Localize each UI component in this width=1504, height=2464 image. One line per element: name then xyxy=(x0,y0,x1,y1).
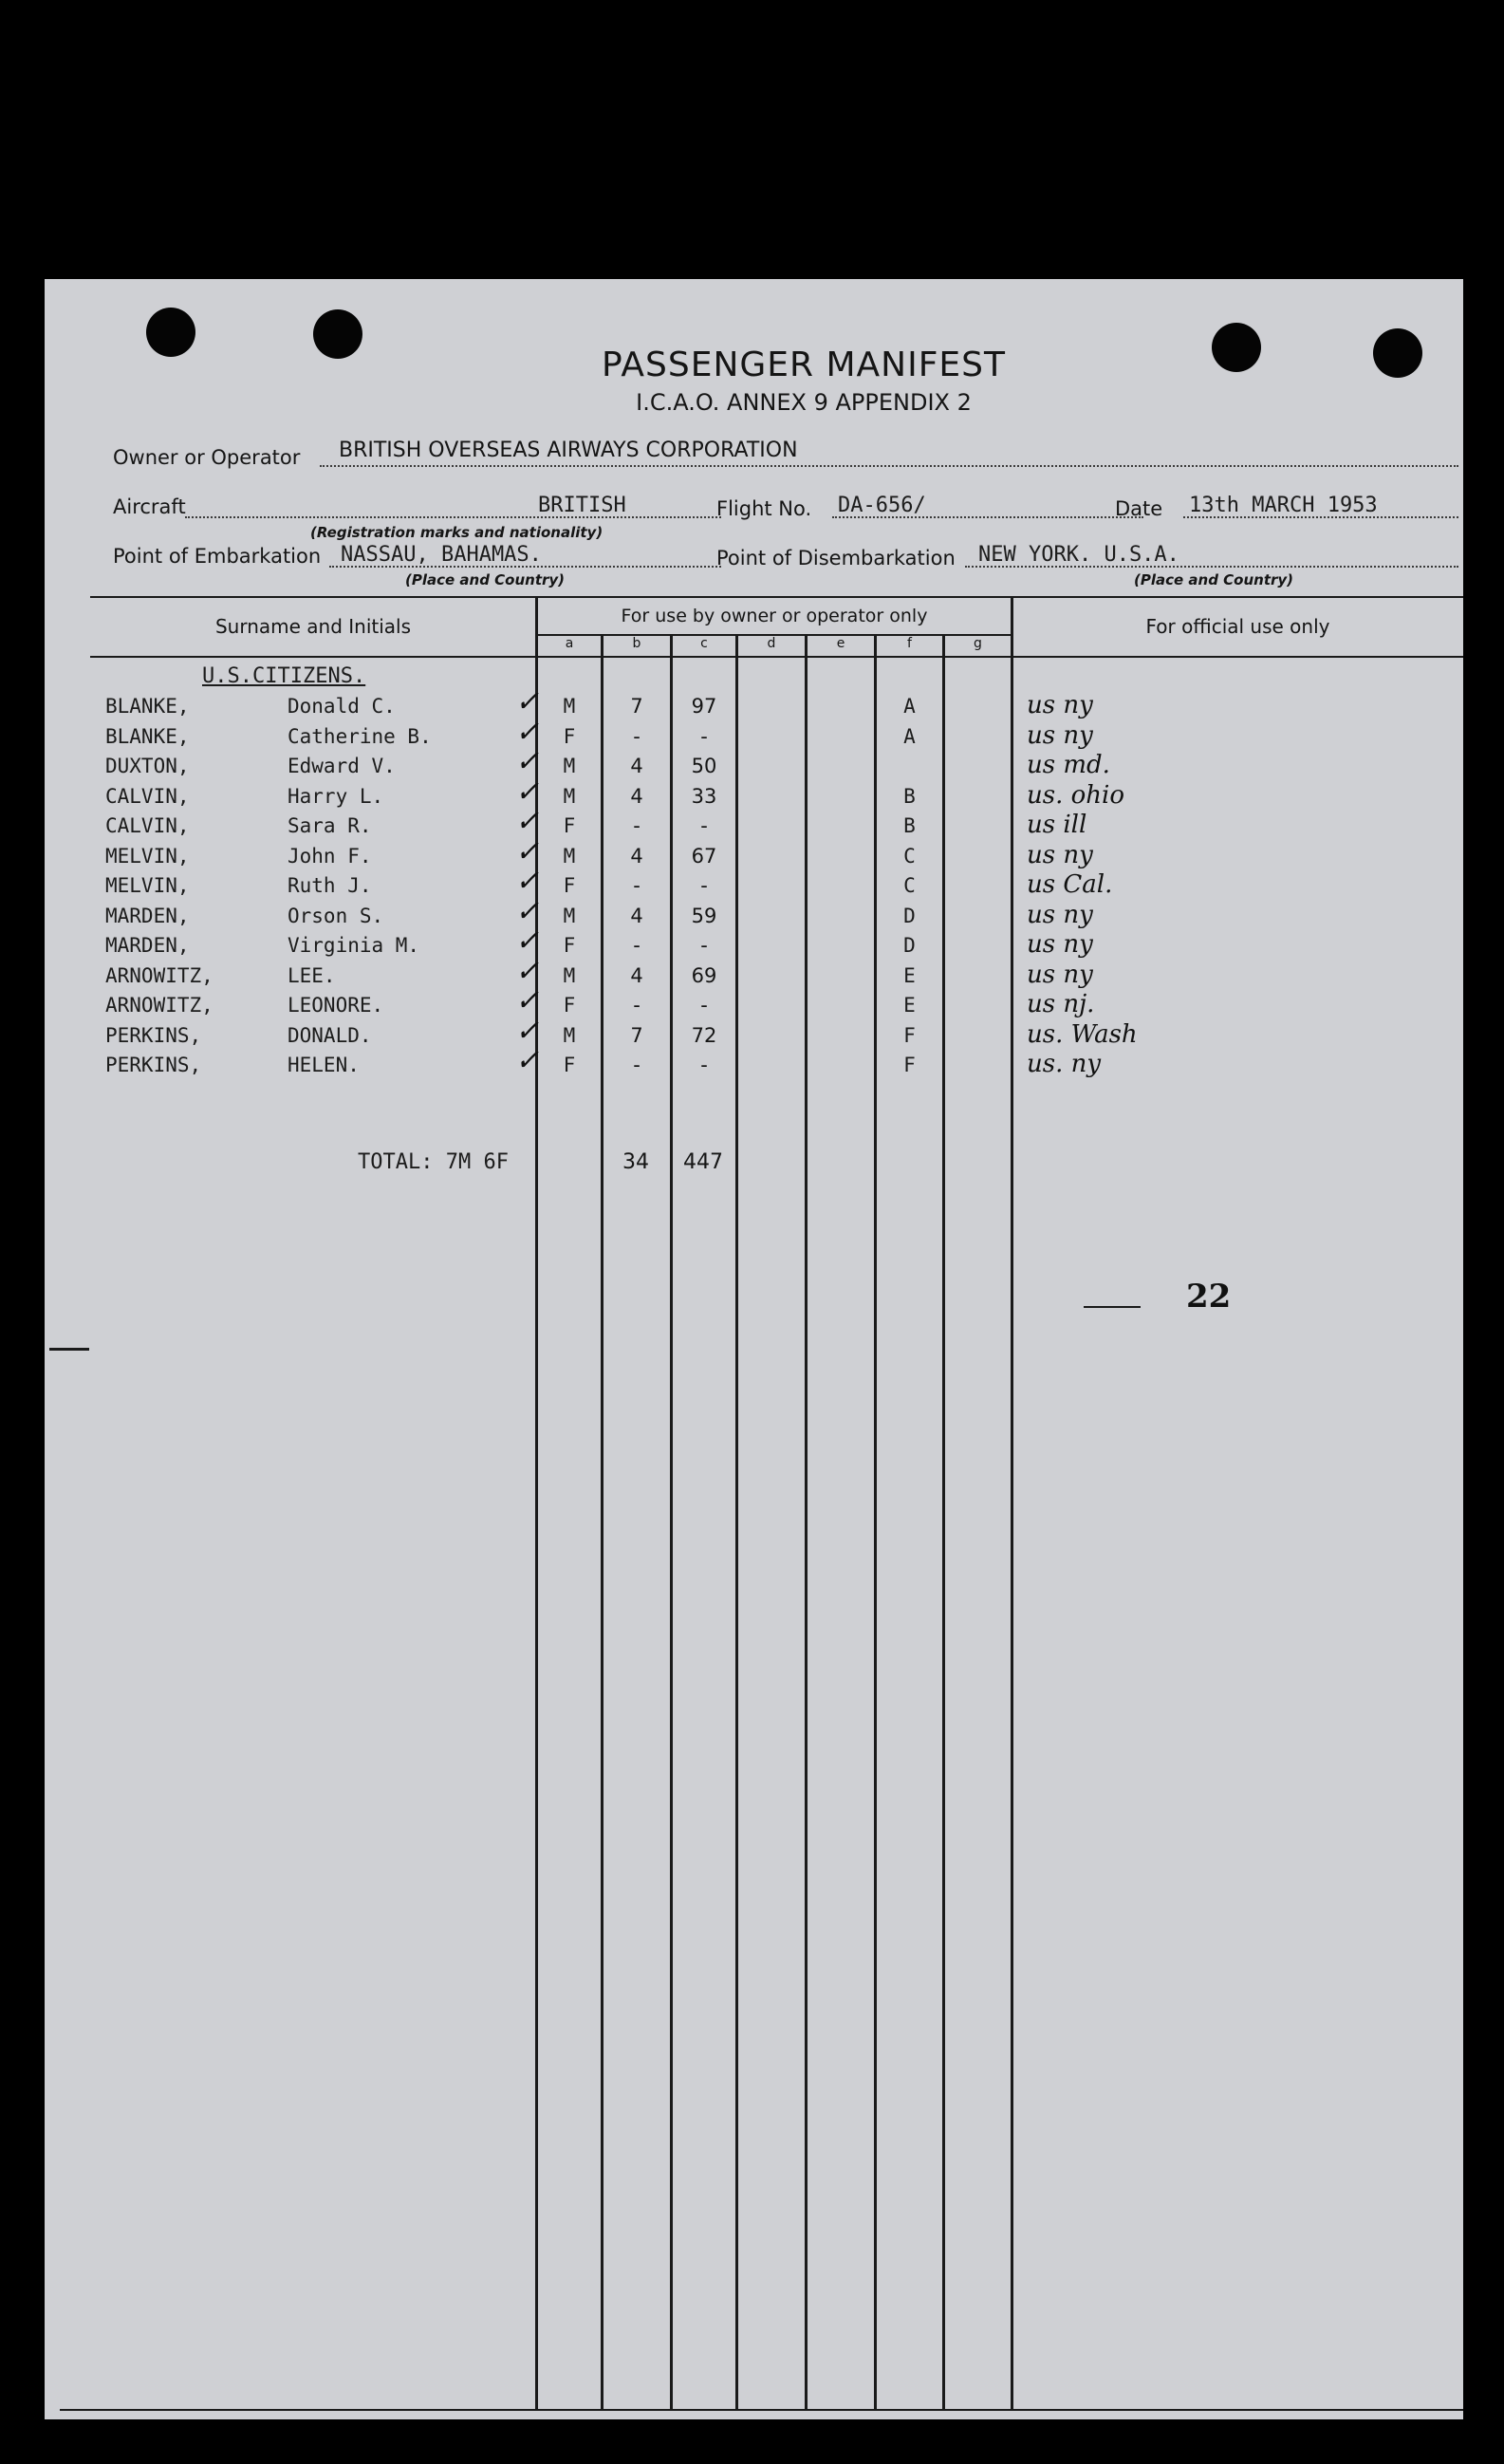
passenger-surname: MELVIN, xyxy=(105,874,190,897)
official-use-note: us. ny xyxy=(1027,1050,1102,1078)
passenger-col-b: 4 xyxy=(630,844,643,868)
passenger-given-name: Orson S. xyxy=(288,904,384,927)
passenger-col-c: - xyxy=(700,934,708,957)
passenger-given-name: Harry L. xyxy=(288,784,384,808)
passenger-col-f: D xyxy=(903,904,916,927)
embark-note: (Place and Country) xyxy=(405,571,566,588)
page-number: 22 xyxy=(1186,1278,1232,1316)
passenger-surname: BLANKE, xyxy=(105,695,190,718)
passenger-col-f: A xyxy=(903,724,916,748)
passenger-given-name: Donald C. xyxy=(288,695,396,718)
passenger-col-f: C xyxy=(903,844,916,868)
passenger-sex: F xyxy=(563,724,576,748)
passenger-col-b: - xyxy=(633,874,641,897)
passenger-surname: CALVIN, xyxy=(105,784,190,808)
passenger-col-f: B xyxy=(903,814,916,837)
passenger-col-b: 4 xyxy=(630,904,643,927)
flight-label: Flight No. xyxy=(716,497,812,520)
passenger-col-f: D xyxy=(903,934,916,957)
passenger-sex: M xyxy=(563,963,576,987)
official-use-note: us ny xyxy=(1027,840,1093,869)
official-use-note: us ny xyxy=(1027,691,1093,719)
passenger-col-c: 33 xyxy=(691,784,717,808)
check-mark-icon: ✓ xyxy=(515,805,540,838)
total-c: 447 xyxy=(683,1150,723,1174)
manifest-page xyxy=(45,279,1463,2419)
passenger-surname: MARDEN, xyxy=(105,904,190,927)
passenger-surname: BLANKE, xyxy=(105,724,190,748)
official-use-note: us ny xyxy=(1027,930,1093,959)
check-mark-icon: ✓ xyxy=(515,715,540,749)
group-label: U.S.CITIZENS. xyxy=(202,664,366,688)
passenger-sex: M xyxy=(563,844,576,868)
official-use-note: us Cal. xyxy=(1027,870,1113,899)
passenger-surname: ARNOWITZ, xyxy=(105,994,214,1017)
check-mark-icon: ✓ xyxy=(515,775,540,809)
passenger-col-c: - xyxy=(700,994,708,1017)
passenger-col-f: A xyxy=(903,695,916,718)
passenger-given-name: Sara R. xyxy=(288,814,372,837)
check-mark-icon: ✓ xyxy=(515,685,540,719)
passenger-surname: MARDEN, xyxy=(105,934,190,957)
passenger-col-b: 7 xyxy=(630,1023,643,1047)
sub-header-c: c xyxy=(700,636,708,651)
sub-header-a: a xyxy=(565,636,574,651)
passenger-surname: MELVIN, xyxy=(105,844,190,868)
official-use-note: us ny xyxy=(1027,960,1093,989)
sub-header-f: f xyxy=(907,636,912,651)
column-rule xyxy=(805,634,808,2409)
official-use-note: us ny xyxy=(1027,900,1093,929)
punch-hole xyxy=(313,309,362,359)
passenger-given-name: LEE. xyxy=(288,963,336,987)
passenger-given-name: LEONORE. xyxy=(288,994,384,1017)
check-mark-icon: ✓ xyxy=(515,894,540,928)
sub-header-b: b xyxy=(632,636,641,651)
passenger-col-c: 72 xyxy=(691,1023,717,1047)
aircraft-note: (Registration marks and nationality) xyxy=(310,524,603,541)
owner-value: BRITISH OVERSEAS AIRWAYS CORPORATION xyxy=(339,439,798,462)
column-rule xyxy=(942,634,945,2409)
document-subtitle: I.C.A.O. ANNEX 9 APPENDIX 2 xyxy=(636,389,972,416)
passenger-col-c: 69 xyxy=(691,963,717,987)
margin-mark xyxy=(49,1348,89,1351)
passenger-col-f: F xyxy=(903,1023,916,1047)
passenger-col-c: - xyxy=(700,1054,708,1076)
passenger-sex: M xyxy=(563,784,576,808)
column-rule xyxy=(670,634,673,2409)
passenger-given-name: HELEN. xyxy=(288,1054,360,1076)
passenger-col-f: E xyxy=(903,994,916,1017)
column-rule xyxy=(601,634,603,2409)
flight-value: DA-656/ xyxy=(838,494,926,517)
passenger-sex: M xyxy=(563,904,576,927)
owner-underline xyxy=(320,465,1458,467)
passenger-col-f: C xyxy=(903,874,916,897)
official-use-note: us. Wash xyxy=(1027,1019,1138,1049)
passenger-given-name: DONALD. xyxy=(288,1023,372,1047)
check-mark-icon: ✓ xyxy=(515,954,540,988)
passenger-surname: ARNOWITZ, xyxy=(105,963,214,987)
aircraft-label: Aircraft xyxy=(113,495,186,518)
disembark-value: NEW YORK. U.S.A. xyxy=(978,543,1179,567)
passenger-surname: DUXTON, xyxy=(105,755,190,777)
passenger-col-c: - xyxy=(700,724,708,748)
check-mark-icon: ✓ xyxy=(515,1044,540,1077)
owner-use-header: For use by owner or operator only xyxy=(621,606,928,626)
passenger-surname: CALVIN, xyxy=(105,814,190,837)
page-number-dash xyxy=(1084,1306,1141,1308)
passenger-col-c: - xyxy=(700,874,708,897)
passenger-sex: F xyxy=(563,934,576,957)
check-mark-icon: ✓ xyxy=(515,834,540,868)
name-column-header: Surname and Initials xyxy=(214,615,412,638)
punch-hole xyxy=(1212,323,1261,372)
check-mark-icon: ✓ xyxy=(515,924,540,958)
official-use-note: us ny xyxy=(1027,720,1093,750)
passenger-sex: F xyxy=(563,814,576,837)
passenger-sex: F xyxy=(563,874,576,897)
official-use-note: us ill xyxy=(1027,811,1087,839)
passenger-sex: F xyxy=(563,1054,576,1076)
passenger-sex: M xyxy=(563,755,576,777)
total-b: 34 xyxy=(622,1150,649,1174)
passenger-surname: PERKINS, xyxy=(105,1054,202,1076)
passenger-given-name: Catherine B. xyxy=(288,724,432,748)
check-mark-icon: ✓ xyxy=(515,1014,540,1048)
check-mark-icon: ✓ xyxy=(515,865,540,898)
table-bottom-rule xyxy=(60,2409,1463,2411)
passenger-sex: M xyxy=(563,695,576,718)
passenger-sex: M xyxy=(563,1023,576,1047)
passenger-col-b: 4 xyxy=(630,784,643,808)
disembark-label: Point of Disembarkation xyxy=(716,547,956,569)
passenger-col-c: 97 xyxy=(691,695,717,718)
official-use-note: us nj. xyxy=(1027,990,1095,1018)
total-label: TOTAL: 7M 6F xyxy=(358,1150,509,1174)
punch-hole xyxy=(1373,328,1422,378)
passenger-col-b: - xyxy=(633,994,641,1017)
column-rule xyxy=(1011,596,1013,2409)
passenger-col-b: 7 xyxy=(630,695,643,718)
embark-value: NASSAU, BAHAMAS. xyxy=(341,543,542,567)
date-value: 13th MARCH 1953 xyxy=(1189,494,1378,517)
passenger-sex: F xyxy=(563,994,576,1017)
passenger-col-b: 4 xyxy=(630,755,643,777)
passenger-given-name: Virginia M. xyxy=(288,934,420,957)
passenger-col-f: B xyxy=(903,784,916,808)
owner-label: Owner or Operator xyxy=(113,446,301,469)
document-title: PASSENGER MANIFEST xyxy=(601,345,1007,384)
passenger-given-name: Edward V. xyxy=(288,755,396,777)
passenger-col-c: 50 xyxy=(691,755,717,777)
official-use-note: us md. xyxy=(1027,751,1110,779)
check-mark-icon: ✓ xyxy=(515,745,540,778)
check-mark-icon: ✓ xyxy=(515,984,540,1017)
passenger-col-c: - xyxy=(700,814,708,837)
passenger-surname: PERKINS, xyxy=(105,1023,202,1047)
column-rule xyxy=(735,634,738,2409)
sub-header-e: e xyxy=(836,636,845,651)
passenger-col-b: - xyxy=(633,724,641,748)
passenger-col-b: - xyxy=(633,1054,641,1076)
passenger-given-name: Ruth J. xyxy=(288,874,372,897)
date-label: Date xyxy=(1115,497,1163,520)
table-top-rule xyxy=(90,596,1463,598)
official-use-note: us. ohio xyxy=(1027,780,1124,810)
passenger-col-c: 59 xyxy=(691,904,717,927)
passenger-col-f: E xyxy=(903,963,916,987)
column-rule xyxy=(874,634,877,2409)
passenger-col-b: 4 xyxy=(630,963,643,987)
punch-hole xyxy=(146,308,195,357)
embark-label: Point of Embarkation xyxy=(113,545,322,568)
header-bottom-rule xyxy=(90,656,1463,658)
aircraft-value: BRITISH xyxy=(538,494,626,517)
aircraft-underline xyxy=(185,516,721,518)
passenger-col-b: - xyxy=(633,934,641,957)
sub-header-d: d xyxy=(767,636,776,651)
passenger-col-c: 67 xyxy=(691,844,717,868)
passenger-col-f: F xyxy=(903,1054,916,1076)
sub-header-g: g xyxy=(974,636,982,651)
disembark-note: (Place and Country) xyxy=(1134,571,1294,588)
passenger-given-name: John F. xyxy=(288,844,372,868)
passenger-col-b: - xyxy=(633,814,641,837)
official-use-header: For official use only xyxy=(1145,615,1330,638)
